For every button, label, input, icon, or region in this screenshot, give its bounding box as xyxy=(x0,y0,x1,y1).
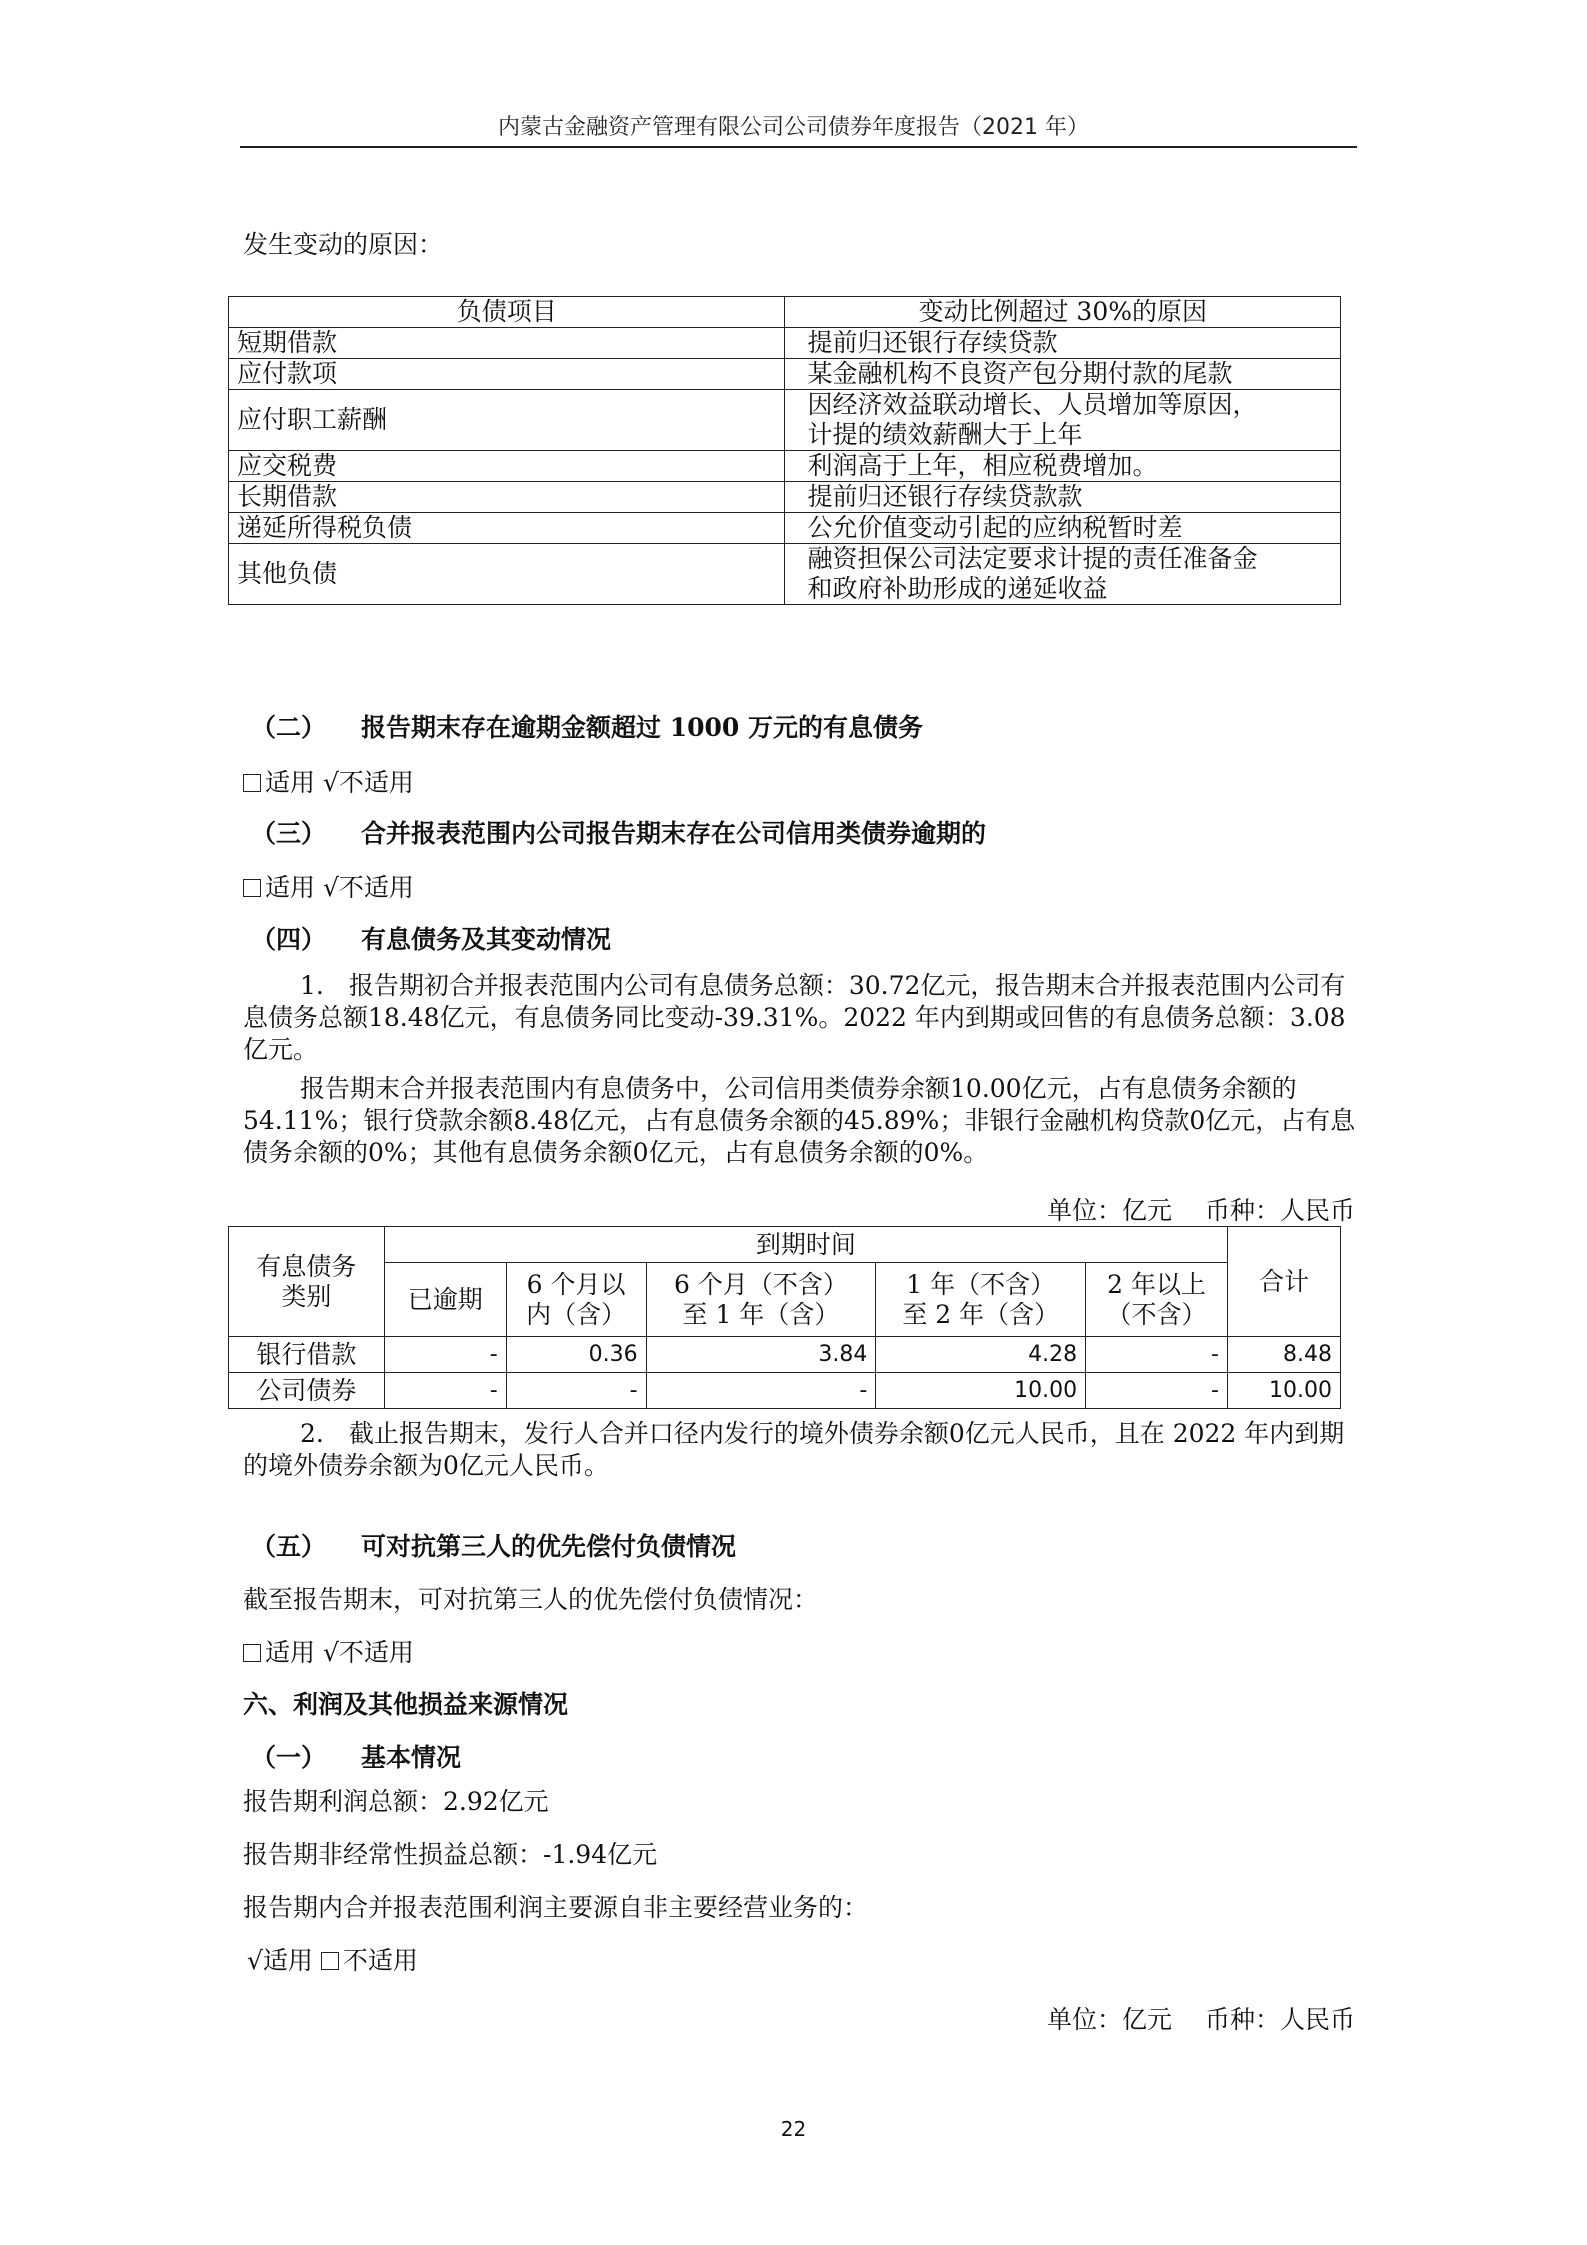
value-cell: - xyxy=(1086,1373,1228,1409)
table-row xyxy=(229,482,1341,513)
page-header: 内蒙古金融资产管理有限公司公司债券年度报告（2021 年） xyxy=(498,115,1089,140)
section-5-option: 适用 √不适用 xyxy=(243,1638,414,1668)
value-cell: 3.84 xyxy=(646,1337,876,1373)
section-2-option: 适用 √不适用 xyxy=(243,768,414,798)
header-rule xyxy=(240,146,1357,148)
section-title: 基本情况 xyxy=(361,1743,462,1772)
table-row xyxy=(229,359,1341,390)
header-over-2-years: 2 年以上 （不含） xyxy=(1086,1263,1228,1337)
section-6-1-heading xyxy=(251,1743,461,1773)
debt-type-cell: 银行借款 xyxy=(229,1337,385,1373)
header-within-6-months: 6 个月以 内（含） xyxy=(506,1263,646,1337)
change-reason-cell xyxy=(785,451,1341,482)
section-4-para-2: 报告期末合并报表范围内有息债务中，公司信用类债券余额10.00亿元，占有息债务余额的54.11%；银行贷款余额8.48亿元，占有息债务余额的45.89%；非银行金融机构贷款0亿元，占有息债务余额的0%；其他有息债务余额0亿元，占有息债务余额的0%。 xyxy=(243,1074,1356,1167)
change-reason-cell xyxy=(785,328,1341,359)
value-cell: - xyxy=(646,1373,876,1409)
liability-item-cell: 应交税费 xyxy=(229,451,785,482)
unit-currency-note-2: 单位：亿元 币种：人民币 xyxy=(1047,2005,1355,2034)
reason-line: 融资担保公司法定要求计提的责任准备金 xyxy=(807,544,1258,573)
table-row xyxy=(229,451,1341,482)
value-cell: - xyxy=(384,1373,506,1409)
change-reason-cell xyxy=(785,359,1341,390)
section-2-heading xyxy=(251,713,923,743)
value-cell: 0.36 xyxy=(506,1337,646,1373)
reason-line: 提前归还银行存续贷款款 xyxy=(807,482,1083,511)
section-4-para-1: 1. 报告期初合并报表范围内公司有息债务总额：30.72亿元，报告期末合并报表范围内公司有息债务总额18.48亿元，有息债务同比变动-39.31%。2022 年内到期或回售的有息债务总额：3.08亿元。 xyxy=(243,971,1346,1064)
value-cell: 10.00 xyxy=(876,1373,1086,1409)
reason-line: 公允价值变动引起的应纳税暂时差 xyxy=(807,513,1183,542)
table-header-row xyxy=(229,297,1341,328)
unchecked-box-icon xyxy=(243,879,261,897)
value-cell: 4.28 xyxy=(876,1337,1086,1373)
header-debt-type: 有息债务 类别 xyxy=(229,1227,385,1337)
section-number: （一） xyxy=(251,1743,327,1772)
unchecked-box-icon xyxy=(243,1644,261,1662)
section-5-heading xyxy=(251,1532,736,1562)
header-total: 合计 xyxy=(1228,1227,1341,1337)
header-change-reason: 变动比例超过 30%的原因 xyxy=(785,297,1341,328)
value-cell: 10.00 xyxy=(1228,1373,1341,1409)
reason-line: 因经济效益联动增长、人员增加等原因， xyxy=(807,390,1258,419)
change-reason-cell xyxy=(785,544,1341,605)
section-3-option: 适用 √不适用 xyxy=(243,873,414,903)
section-6-heading: 六、利润及其他损益来源情况 xyxy=(243,1690,569,1719)
unchecked-box-icon xyxy=(243,774,261,792)
interest-debt-table xyxy=(228,1226,1341,1409)
section-5-text: 截至报告期末，可对抗第三人的优先偿付负债情况： xyxy=(243,1585,819,1614)
value-cell: - xyxy=(384,1337,506,1373)
liability-item-cell: 应付款项 xyxy=(229,359,785,390)
reason-line: 计提的绩效薪酬大于上年 xyxy=(807,420,1083,449)
table-row xyxy=(229,1373,1341,1409)
value-cell: - xyxy=(506,1373,646,1409)
section-number: （三） xyxy=(251,819,327,848)
reason-line: 某金融机构不良资产包分期付款的尾款 xyxy=(807,359,1233,388)
change-reason-cell xyxy=(785,513,1341,544)
unchecked-box-icon xyxy=(321,1952,339,1970)
section-6-option: √适用 不适用 xyxy=(247,1946,418,1975)
reason-line: 提前归还银行存续贷款 xyxy=(807,328,1058,357)
reason-line: 和政府补助形成的递延收益 xyxy=(807,574,1108,603)
nonrecurring-gain-loss: 报告期非经常性损益总额：-1.94亿元 xyxy=(243,1840,658,1869)
table-row xyxy=(229,544,1341,605)
reason-line: 利润高于上年，相应税费增加。 xyxy=(807,451,1158,480)
unit-currency-note: 单位：亿元 币种：人民币 xyxy=(1047,1196,1355,1225)
section-title: 报告期末存在逾期金额超过 1000 万元的有息债务 xyxy=(361,713,923,742)
change-reason-table xyxy=(228,296,1341,605)
section-number: （四） xyxy=(251,925,327,954)
change-reason-cell xyxy=(785,482,1341,513)
liability-item-cell: 长期借款 xyxy=(229,482,785,513)
section-3-heading xyxy=(251,819,986,849)
liability-item-cell: 其他负债 xyxy=(229,544,785,605)
header-1-to-2-years: 1 年（不含） 至 2 年（含） xyxy=(876,1263,1086,1337)
value-cell: 8.48 xyxy=(1228,1337,1341,1373)
section-title: 有息债务及其变动情况 xyxy=(361,925,612,954)
page-number: 22 xyxy=(780,2117,807,2141)
table-row xyxy=(229,390,1341,451)
liability-item-cell: 短期借款 xyxy=(229,328,785,359)
table-row xyxy=(229,513,1341,544)
header-overdue: 已逾期 xyxy=(384,1263,506,1337)
header-maturity: 到期时间 xyxy=(384,1227,1227,1263)
change-reason-intro: 发生变动的原因： xyxy=(243,230,444,259)
section-number: （五） xyxy=(251,1532,327,1561)
section-title: 可对抗第三人的优先偿付负债情况 xyxy=(361,1532,737,1561)
liability-item-cell: 应付职工薪酬 xyxy=(229,390,785,451)
profit-source-text: 报告期内合并报表范围利润主要源自非主要经营业务的： xyxy=(243,1893,869,1922)
liability-item-cell: 递延所得税负债 xyxy=(229,513,785,544)
debt-type-cell: 公司债券 xyxy=(229,1373,385,1409)
header-liability-item: 负债项目 xyxy=(229,297,785,328)
total-profit: 报告期利润总额：2.92亿元 xyxy=(243,1787,549,1816)
value-cell: - xyxy=(1086,1337,1228,1373)
section-4-heading xyxy=(251,925,611,955)
table-row xyxy=(229,1337,1341,1373)
section-number: （二） xyxy=(251,713,327,742)
table-row xyxy=(229,328,1341,359)
change-reason-cell xyxy=(785,390,1341,451)
section-title: 合并报表范围内公司报告期末存在公司信用类债券逾期的 xyxy=(361,819,987,848)
section-4-para-3: 2. 截止报告期末，发行人合并口径内发行的境外债券余额0亿元人民币，且在 2022 年内到期的境外债券余额为0亿元人民币。 xyxy=(243,1419,1345,1480)
header-6-months-to-1-year: 6 个月（不含） 至 1 年（含） xyxy=(646,1263,876,1337)
